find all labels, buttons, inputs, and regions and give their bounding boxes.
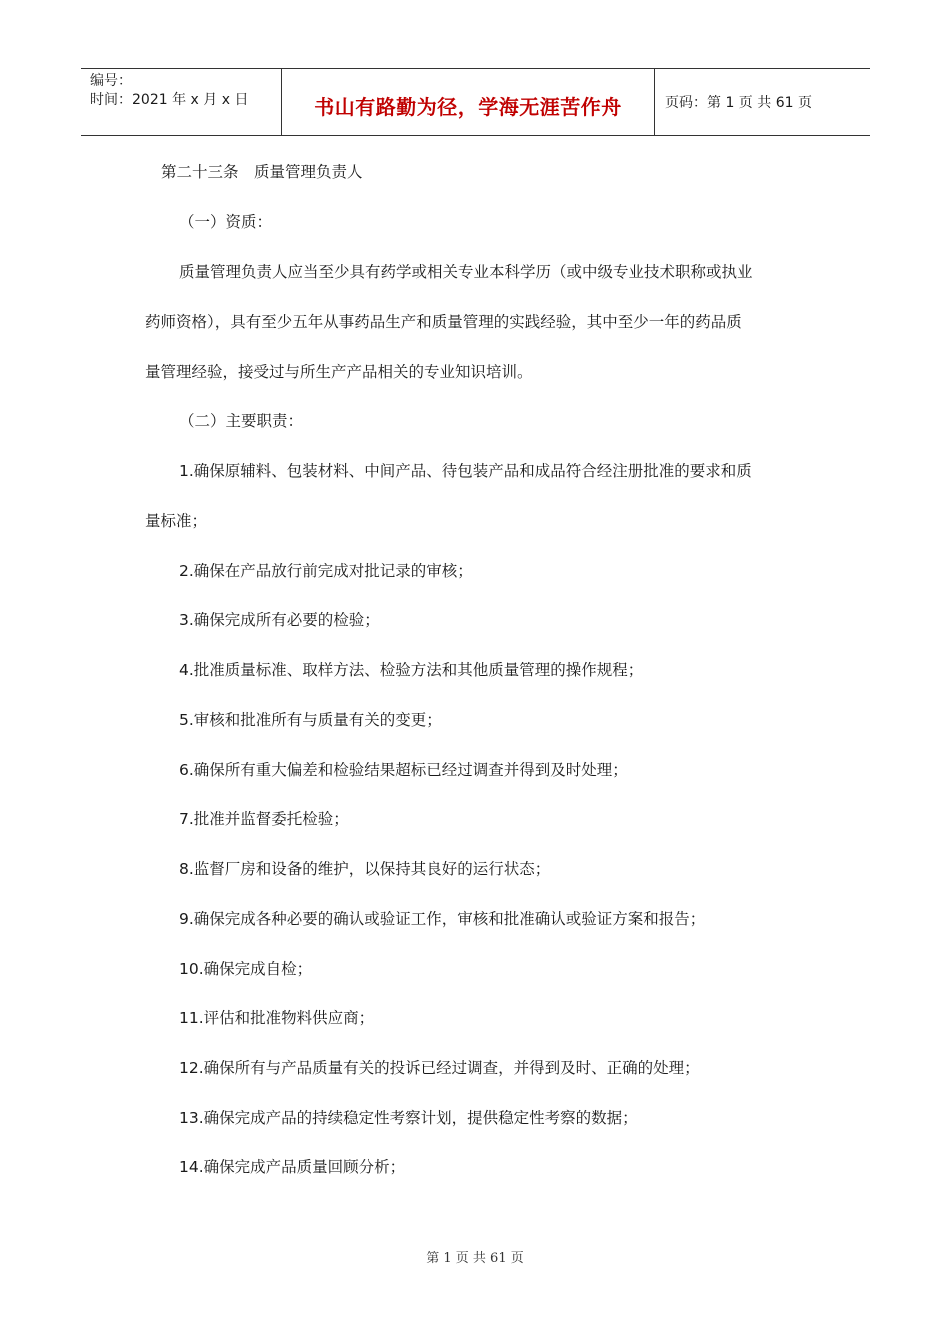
- section-heading-duties: （二）主要职责：: [179, 412, 304, 430]
- page-footer: [0, 1247, 950, 1266]
- header-motto-cell: [282, 69, 655, 135]
- duty-item: 14.确保完成产品质量回顾分析；: [179, 1158, 406, 1176]
- document-date-label: 时间：2021 年 x 月 x 日: [90, 92, 249, 108]
- header-page-cell: [655, 69, 870, 135]
- section-heading-qualifications: （一）资质：: [179, 213, 273, 231]
- duty-item: 9.确保完成各种必要的确认或验证工作，审核和批准确认或验证方案和报告；: [179, 910, 706, 928]
- paragraph-line: 质量管理负责人应当至少具有药学或相关专业本科学历（或中级专业技术职称或执业: [179, 263, 753, 281]
- duty-item: 7.批准并监督委托检验；: [179, 810, 349, 828]
- duty-item: 10.确保完成自检；: [179, 960, 313, 978]
- article-title: 第二十三条 质量管理负责人: [161, 163, 363, 181]
- duty-item: 8.监督厂房和设备的维护，以保持其良好的运行状态；: [179, 860, 551, 878]
- header-motto: 书山有路勤为径，学海无涯苦作舟: [314, 94, 622, 119]
- duty-item: 1.确保原辅料、包装材料、中间产品、待包装产品和成品符合经注册批准的要求和质: [179, 462, 752, 480]
- paragraph-line: 药师资格），具有至少五年从事药品生产和质量管理的实践经验，其中至少一年的药品质: [145, 313, 742, 331]
- duty-item: 5.审核和批准所有与质量有关的变更；: [179, 711, 442, 729]
- duty-item: 11.评估和批准物料供应商；: [179, 1009, 375, 1027]
- duty-item: 3.确保完成所有必要的检验；: [179, 611, 380, 629]
- footer-page-number: 第 1 页 共 61 页: [426, 1251, 524, 1266]
- duty-item: 13.确保完成产品的持续稳定性考察计划，提供稳定性考察的数据；: [179, 1109, 638, 1127]
- duty-item-continuation: 量标准；: [145, 512, 208, 530]
- document-number-label: 编号：: [90, 73, 132, 89]
- duty-item: 12.确保所有与产品质量有关的投诉已经过调查，并得到及时、正确的处理；: [179, 1059, 700, 1077]
- duty-item: 4.批准质量标准、取样方法、检验方法和其他质量管理的操作规程；: [179, 661, 644, 679]
- header-meta-cell: [81, 69, 282, 135]
- paragraph-line: 量管理经验，接受过与所生产产品相关的专业知识培训。: [145, 363, 533, 381]
- page-header: [81, 68, 870, 136]
- duty-item: 2.确保在产品放行前完成对批记录的审核；: [179, 562, 473, 580]
- header-page-info: 页码：第 1 页 共 61 页: [665, 95, 812, 111]
- duty-item: 6.确保所有重大偏差和检验结果超标已经过调查并得到及时处理；: [179, 761, 628, 779]
